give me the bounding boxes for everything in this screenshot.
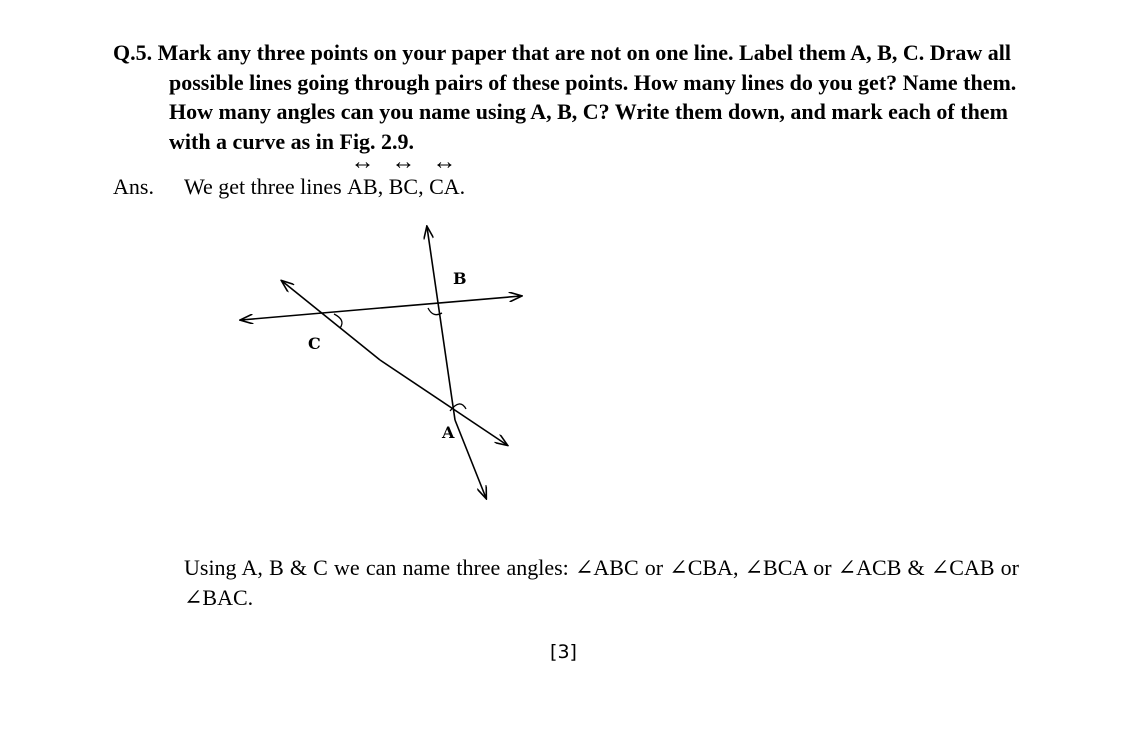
line-ba [427,227,455,420]
line-ba-ext [455,420,486,498]
angles-answer-text: Using A, B & C we can name three angles: ∠ABC or ∠CBA, ∠BCA or ∠ACB & ∠CAB or ∠BAC. [184,555,1019,610]
point-label-b: B [453,269,467,288]
line-bc [388,149,419,200]
separator: , [418,174,430,199]
question-text-block [113,38,1018,156]
separator: , [377,174,389,199]
line-ab-label: AB [347,174,378,199]
page-number: [3] [550,641,577,663]
question-text: Mark any three points on your paper that are not on one line. Label them A, B, C. Draw all possible lines going through pairs of these points. How many lines do you get? Name them. How many angles can you name using A, B, C? Write them down, and mark each of them with a curve as in Fig. 2.9. [157,40,1017,154]
line-ab [347,149,378,200]
answer-lines-text [184,149,466,200]
triangle-lines-figure [230,220,530,510]
figure-svg [230,220,530,510]
double-arrow-icon: ↔ [391,149,416,175]
double-arrow-icon: ↔ [432,149,457,175]
point-label-c: C [308,334,321,353]
answer-label: Ans. [113,174,154,199]
point-label-a: A [442,423,455,442]
line-bc-label: BC [388,174,419,199]
question-number: Q.5. [113,40,153,65]
line-ca [282,281,380,360]
line-ca-label: CA [429,174,460,199]
period: . [459,174,466,199]
double-arrow-icon: ↔ [350,149,375,175]
line-cb-ext [380,296,521,308]
line-cb [241,308,380,320]
line-ca [429,149,460,200]
answer-intro: We get three lines [184,174,348,199]
